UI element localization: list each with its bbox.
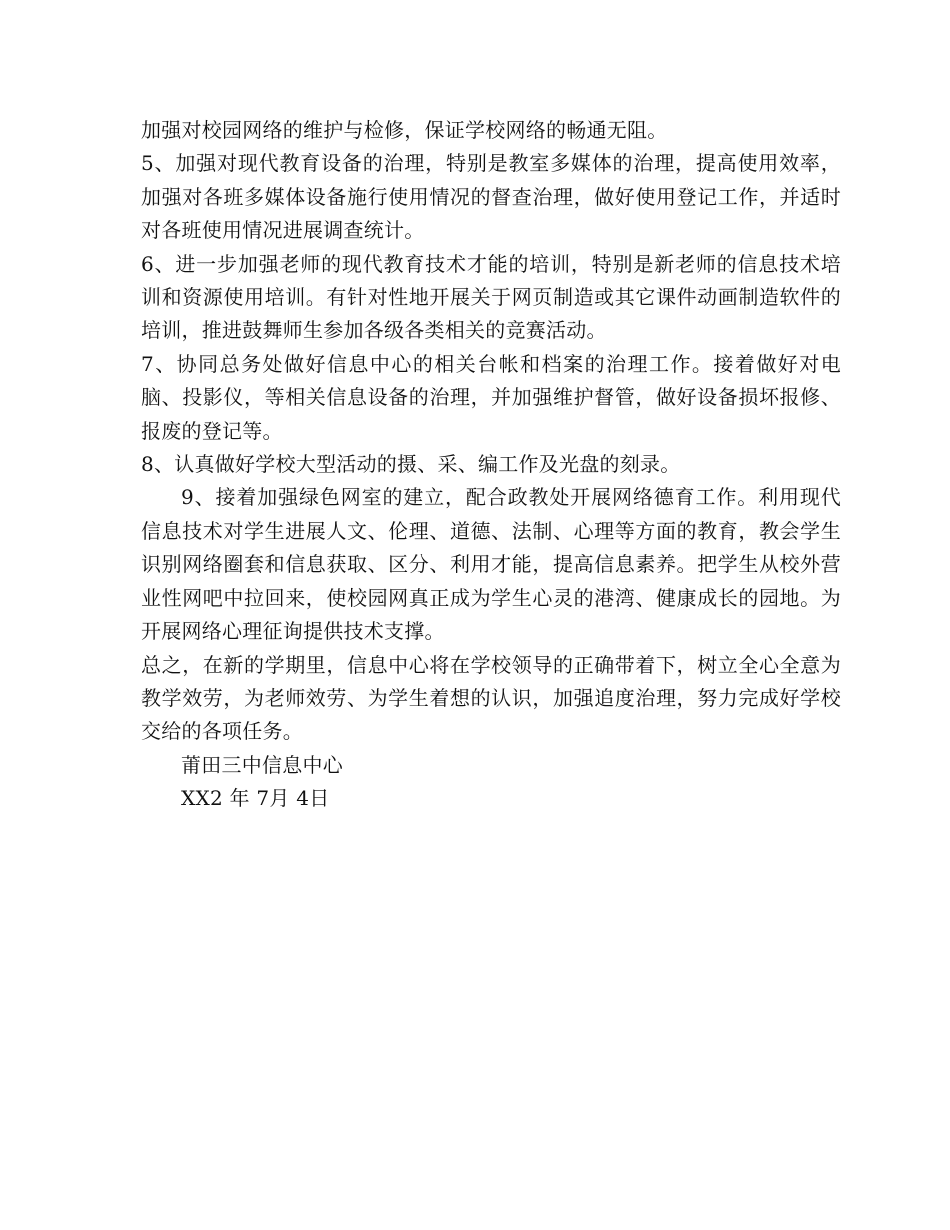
paragraph-network-maintenance: 加强对校园网络的维护与检修，保证学校网络的畅通无阻。 [141, 118, 668, 142]
paragraph-item-7: 7、协同总务处做好信息中心的相关台帐和档案的治理工作。接着做好对电脑、投影仪，等相关信息设备的治理，并加强维护督管，做好设备损坏报修、报废的登记等。 [141, 351, 841, 443]
paragraph-item-9: 9、接着加强绿色网室的建立，配合政教处开展网络德育工作。利用现代信息技术对学生进展人文、伦理、道德、法制、心理等方面的教育，教会学生识别网络圈套和信息获取、区分、利用才能，提高信息素养。把学生从校外营业性网吧中拉回来，使校园网真正成为学生心灵的港湾、健康成长的园地。为开展网络心理征询提供技术支撑。 [141, 485, 841, 644]
paragraph-item-6: 6、进一步加强老师的现代教育技术才能的培训，特别是新老师的信息技术培训和资源使用培训。有针对性地开展关于网页制造或其它课件动画制造软件的培训，推进鼓舞师生参加各级各类相关的竞赛活动。 [141, 251, 841, 343]
signature-organization: 莆田三中信息中心 [181, 752, 343, 777]
document-body [141, 114, 841, 816]
paragraph-item-5: 5、加强对现代教育设备的治理，特别是教室多媒体的治理，提高使用效率，加强对各班多媒体设备施行使用情况的督查治理，做好使用登记工作，并适时对各班使用情况进展调查统计。 [141, 151, 841, 243]
paragraph-item-8: 8、认真做好学校大型活动的摄、采、编工作及光盘的刻录。 [141, 452, 681, 477]
signature-date: XX2 年 7月 4日 [181, 786, 330, 811]
paragraph-summary: 总之，在新的学期里，信息中心将在学校领导的正确带着下，树立全心全意为教学效劳，为老师效劳、为学生着想的认识，加强追度治理，努力完成好学校交给的各项任务。 [141, 652, 841, 744]
